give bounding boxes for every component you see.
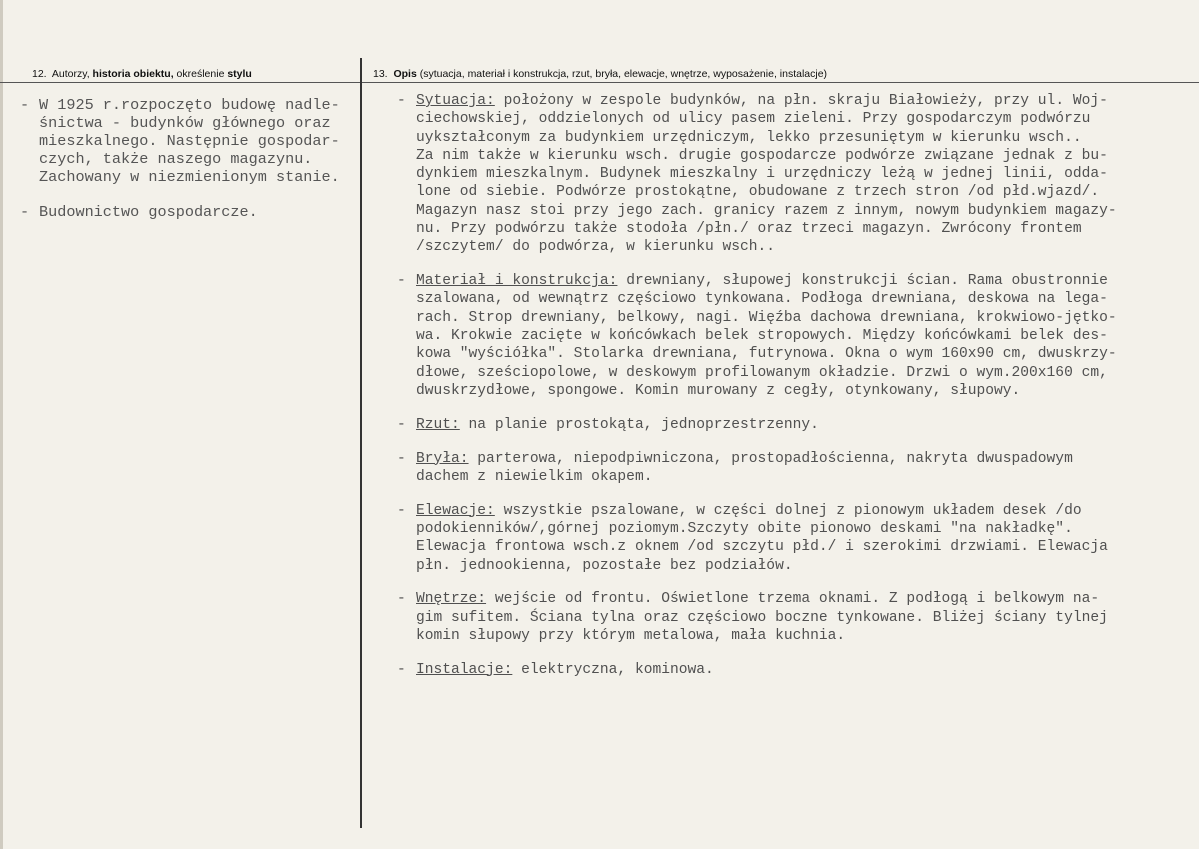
description-line: nu. Przy podwórzu także stodoła /płn./ oraz trzeci magazyn. Zwrócony frontem [416, 221, 1082, 238]
description-first-line [416, 502, 1197, 520]
description-line: /szczytem/ do podwórza, w kierunku wsch.. [416, 239, 776, 256]
description-line: szalowana, od wewnątrz częściowo tynkowana. Podłoga drewniana, deskowa na lega- [416, 291, 1108, 308]
history-line: śnictwa - budynków głównego oraz [39, 114, 331, 132]
description-line: lone od siebie. Podwórze prostokątne, obudowane z trzech stron /od płd.wjazd/. [416, 184, 1100, 201]
section-13-title-rest: (sytuacja, materiał i konstrukcja, rzut, bryła, elewacje, wnętrze, wyposażenie, instalacje) [416, 68, 828, 80]
section-12-title-mid: określenie [173, 68, 228, 80]
section-12-content [20, 96, 360, 238]
history-entry [20, 96, 360, 186]
history-line: W 1925 r.rozpoczęto budowę nadle- [39, 96, 340, 114]
description-text: drewniany, słupowej konstrukcji ścian. Rama obustronnie [617, 273, 1108, 290]
description-line: dynkiem mieszkalnym. Budynek mieszkalny i urzędniczy leżą w jednej linii, odda- [416, 166, 1108, 183]
description-first-line [416, 590, 1197, 608]
section-13-title-bold: Opis [393, 68, 417, 80]
entry-dash: - [397, 661, 406, 678]
history-line: Budownictwo gospodarcze. [39, 203, 258, 221]
description-line: ciechowskiej, oddzielonych od ulicy pasem zieleni. Przy gospodarczym podwórzu [416, 111, 1091, 128]
section-12-header [32, 68, 252, 80]
description-text: wszystkie pszalowane, w części dolnej z pionowym układem desek /do [494, 502, 1082, 519]
description-label: Materiał i konstrukcja: [416, 273, 618, 290]
description-label: Wnętrze: [416, 591, 487, 608]
description-entry [397, 450, 1197, 487]
history-entry [20, 203, 360, 221]
entry-dash: - [397, 591, 406, 608]
entry-dash: - [397, 416, 406, 433]
description-text: parterowa, niepodpiwniczona, prostopadłościenna, nakryta dwuspadowym [468, 450, 1073, 467]
description-label: Elewacje: [416, 502, 495, 519]
description-entry [397, 661, 1197, 679]
description-entry [397, 92, 1197, 257]
section-12-title-part: Autorzy, [51, 68, 93, 80]
description-line: Magazyn nasz stoi przy jego zach. granicy razem z innym, nowym budynkiem magazy- [416, 202, 1117, 219]
description-line: Elewacja frontowa wsch.z oknem /od szczytu płd./ i szerokimi drzwiami. Elewacja [416, 539, 1108, 556]
section-13-content [397, 92, 1197, 695]
description-first-line [416, 272, 1197, 290]
description-first-line [416, 661, 1197, 679]
description-line: Za nim także w kierunku wsch. drugie gospodarcze podwórze związane jednak z bu- [416, 147, 1108, 164]
description-line: dwuskrzydłowe, spongowe. Komin murowany z cegły, otynkowany, słupowy. [416, 382, 1021, 399]
description-text: wejście od frontu. Oświetlone trzema oknami. Z podłogą i belkowym na- [486, 591, 1100, 608]
description-first-line [416, 450, 1197, 468]
description-line: kowa "wyściółka". Stolarka drewniana, futrynowa. Okna o wym 160x90 cm, dwuskrzy- [416, 346, 1117, 363]
description-label: Instalacje: [416, 661, 513, 678]
header-rule [0, 82, 1199, 83]
entry-dash: - [397, 502, 406, 519]
description-text: na planie prostokąta, jednoprzestrzenny. [459, 416, 819, 433]
history-line: Zachowany w niezmienionym stanie. [39, 168, 340, 186]
description-entry [397, 272, 1197, 400]
description-line: podokienników/,górnej poziomym.Szczyty obite pionowo deskami "na nakładkę". [416, 520, 1073, 537]
entry-dash: - [397, 93, 406, 109]
description-line: rach. Strop drewniany, belkowy, nagi. Więźba dachowa drewniana, krokwiowo-jętko- [416, 309, 1117, 326]
description-label: Bryła: [416, 450, 469, 467]
entry-dash: - [20, 96, 30, 114]
section-12-title-bold2: stylu [227, 68, 252, 80]
column-divider [360, 58, 362, 828]
description-line: płn. jednookienna, pozostałe bez podziałów. [416, 557, 793, 574]
description-first-line [416, 92, 1197, 110]
description-line: uykształconym za budynkiem urzędniczym, lekko przesuniętym w kierunku wsch.. [416, 129, 1082, 146]
section-13-number: 13. [373, 68, 388, 80]
description-entry [397, 590, 1197, 645]
description-text: położony w zespole budynków, na płn. skraju Białowieży, przy ul. Woj- [494, 93, 1108, 109]
description-line: dachem z niewielkim okapem. [416, 468, 653, 485]
section-12-title-bold: historia obiektu, [92, 68, 174, 80]
entry-dash: - [397, 273, 406, 290]
history-line: mieszkalnego. Następnie gospodar- [39, 132, 340, 150]
description-label: Sytuacja: [416, 93, 495, 109]
description-line: komin słupowy przy którym metalowa, mała kuchnia. [416, 627, 846, 644]
description-label: Rzut: [416, 416, 460, 433]
entry-dash: - [20, 203, 30, 221]
description-entry [397, 502, 1197, 575]
entry-dash: - [397, 450, 406, 467]
description-text: elektryczna, kominowa. [512, 661, 714, 678]
section-12-number: 12. [32, 68, 47, 80]
description-first-line [416, 416, 1197, 434]
history-line: czych, także naszego magazynu. [39, 150, 313, 168]
description-line: dłowe, sześciopolowe, w deskowym profilowanym okładzie. Drzwi o wym.200x160 cm, [416, 364, 1108, 381]
description-entry [397, 416, 1197, 434]
description-line: wa. Krokwie zacięte w końcówkach belek stropowych. Między końcówkami belek des- [416, 328, 1108, 345]
section-13-header [373, 68, 827, 80]
description-line: gim sufitem. Ściana tylna oraz częściowo boczne tynkowane. Bliżej ściany tylnej [416, 609, 1108, 626]
